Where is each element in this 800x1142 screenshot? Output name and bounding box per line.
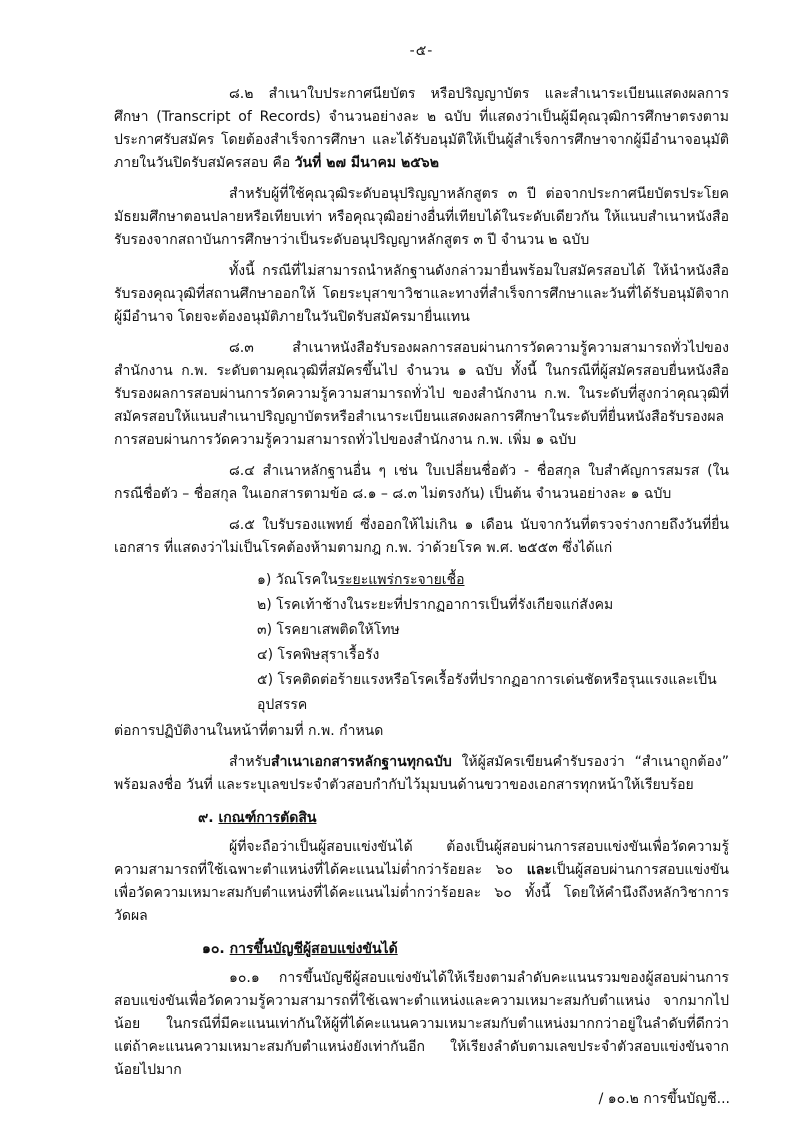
section-10-1: ๑๐.๑ การขึ้นบัญชีผู้สอบแข่งขันได้ให้เรียงตามลำดับคะแนนรวมของผู้สอบผ่านการสอบแข่งขันเพื่อวัดความรู้ความสามารถที่ใช้เฉพาะตำแหน่งและความเหมาะสมกับตำแหน่ง จากมากไปน้อย ในกรณีที่มีคะแนนเท่ากันให้ผู้ที่ได้คะแนนความเหมาะสมกับตำแหน่งมากกว่าอยู่ในลำดับที่ดีกว่า แต่ถ้าคะแนนความเหมาะสมกับตำแหน่งยังเท่ากันอีก ให้เรียงลำดับตามเลขประจำตัวสอบแข่งขันจากน้อยไปมาก — [114, 970, 729, 1078]
disease-item: ๑) วัณโรคในระยะแพร่กระจายเชื้อ — [257, 572, 465, 588]
section-8-5: ๘.๕ ใบรับรองแพทย์ ซึ่งออกให้ไม่เกิน ๑ เดือน นับจากวันที่ตรวจร่างกายถึงวันที่ยื่นเอกสาร ที่แสดงว่าไม่เป็นโรคต้องห้ามตามกฎ ก.พ. ว่าด้วยโรค พ.ศ. ๒๕๕๓ ซึ่งได้แก่ — [114, 517, 729, 556]
copy-certification-note: สำหรับสำเนาเอกสารหลักฐานทุกฉบับ ให้ผู้สมัครเขียนคำรับรองว่า “สำเนาถูกต้อง” พร้อมลงชื่อ วันที่ และระบุเลขประจำตัวสอบกำกับไว้มุมบนด้านขวาของเอกสารทุกหน้าให้เรียบร้อย — [114, 754, 729, 793]
continuation-footer: / ๑๐.๒ การขึ้นบัญชี... — [598, 1091, 730, 1107]
section-8-2-text: ๘.๒ สำเนาใบประกาศนียบัตร หรือปริญญาบัตร และสำเนาระเบียนแสดงผลการศึกษา (Transcript of Records) จำนวนอย่างละ ๒ ฉบับ ที่แสดงว่าเป็นผู้มีคุณวุฒิการศึกษาตรงตามประกาศรับสมัคร โดยต้องสำเร็จการศึกษา และได้รับอนุมัติให้เป็นผู้สำเร็จการศึกษาจากผู้มีอำนาจอนุมัติภายในวันปิดรับสมัครสอบ คือ — [114, 86, 729, 171]
section-8-4: ๘.๔ สำเนาหลักฐานอื่น ๆ เช่น ใบเปลี่ยนชื่อตัว - ชื่อสกุล ใบสำคัญการสมรส (ในกรณีชื่อตัว – ชื่อสกุล ในเอกสารตามข้อ ๘.๑ – ๘.๓ ไม่ตรงกัน) เป็นต้น จำนวนอย่างละ ๑ ฉบับ — [114, 463, 729, 502]
page-number: -๕- — [409, 43, 434, 59]
section-8-5-continuation: ต่อการปฏิบัติงานในหน้าที่ตามที่ ก.พ. กำหนด — [114, 723, 384, 739]
section-8-2-alternative-note: ทั้งนี้ กรณีที่ไม่สามารถนำหลักฐานดังกล่าวมายื่นพร้อมใบสมัครสอบได้ ให้นำหนังสือรับรองคุณวุฒิที่สถานศึกษาออกให้ โดยระบุสาขาวิชาและทางที่สำเร็จการศึกษาและวันที่ได้รับอนุมัติจากผู้มีอำนาจ โดยจะต้องอนุมัติภายในวันปิดรับสมัครมายื่นแทน — [114, 263, 729, 325]
disease-item: ๕) โรคติดต่อร้ายแรงหรือโรคเรื้อรังที่ปรากฏอาการเด่นชัดหรือรุนแรงและเป็นอุปสรรค — [257, 672, 717, 713]
closing-date: วันที่ ๒๗ มีนาคม ๒๕๖๒ — [294, 155, 439, 171]
section-8-3: ๘.๓ สำเนาหนังสือรับรองผลการสอบผ่านการวัดความรู้ความสามารถทั่วไปของสำนักงาน ก.พ. ระดับตามคุณวุฒิที่สมัครขึ้นไป จำนวน ๑ ฉบับ ทั้งนี้ ในกรณีที่ผู้สมัครสอบยื่นหนังสือรับรองผลการสอบผ่านการวัดความรู้ความสามารถทั่วไป ของสำนักงาน ก.พ. ในระดับที่สูงกว่าคุณวุฒิที่สมัครสอบให้แนบสำเนาปริญญาบัตรหรือสำเนาระเบียนแสดงผลการศึกษาในระดับที่ยื่นหนังสือรับรองผลการสอบผ่านการวัดความรู้ความสามารถทั่วไปของสำนักงาน ก.พ. เพิ่ม ๑ ฉบับ — [114, 340, 729, 448]
heading-section-9: ๙. เกณฑ์การตัดสิน — [198, 810, 317, 826]
document-page — [114, 40, 729, 1090]
prohibited-diseases-list — [114, 568, 729, 718]
disease-item: ๔) โรคพิษสุราเรื้อรัง — [257, 647, 380, 663]
section-8-2 — [114, 83, 729, 175]
disease-item: ๓) โรคยาเสพติดให้โทษ — [257, 622, 400, 638]
section-8-2-diploma-note: สำหรับผู้ที่ใช้คุณวุฒิระดับอนุปริญญาหลักสูตร ๓ ปี ต่อจากประกาศนียบัตรประโยคมัธยมศึกษาตอนปลายหรือเทียบเท่า หรือคุณวุฒิอย่างอื่นที่เทียบได้ในระดับเดียวกัน ให้แนบสำเนาหนังสือรับรองจากสถาบันการศึกษาว่าเป็นระดับอนุปริญญาหลักสูตร ๓ ปี จำนวน ๒ ฉบับ — [114, 186, 729, 248]
section-9-criteria: ผู้ที่จะถือว่าเป็นผู้สอบแข่งขันได้ ต้องเป็นผู้สอบผ่านการสอบแข่งขันเพื่อวัดความรู้ความสามารถที่ใช้เฉพาะตำแหน่งที่ได้คะแนนไม่ต่ำกว่าร้อยละ ๖๐ และเป็นผู้สอบผ่านการสอบแข่งขันเพื่อวัดความเหมาะสมกับตำแหน่งที่ได้คะแนนไม่ต่ำกว่าร้อยละ ๖๐ ทั้งนี้ โดยให้คำนึงถึงหลักวิชาการวัดผล — [114, 839, 729, 924]
disease-item: ๒) โรคเท้าช้างในระยะที่ปรากฏอาการเป็นที่รังเกียจแก่สังคม — [257, 597, 614, 613]
heading-section-10: ๑๐. การขึ้นบัญชีผู้สอบแข่งขันได้ — [202, 941, 398, 957]
